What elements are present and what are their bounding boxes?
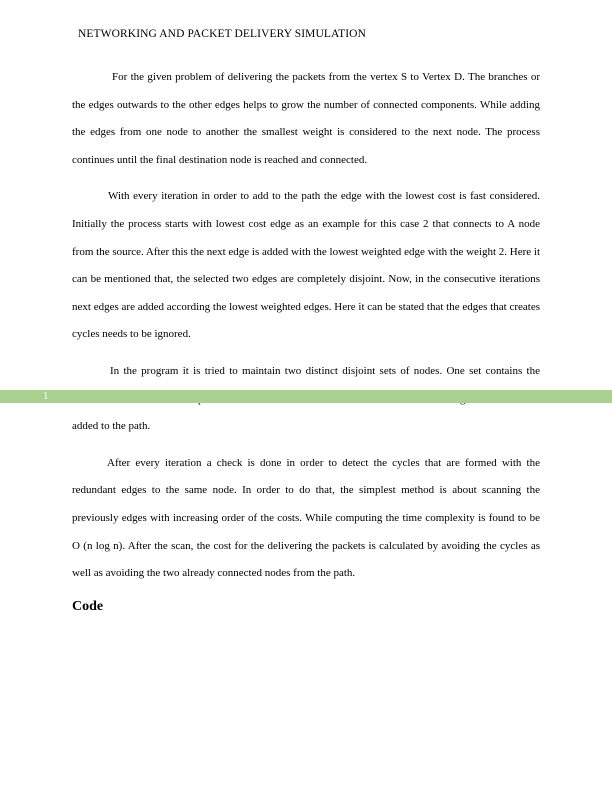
code-section-heading: Code	[72, 598, 104, 614]
paragraph-4: After every iteration a check is done in order to detect the cycles that are formed with the redundant edges to the same node. In order to do that, the simplest method is about scanning the previously edges with increasing order of the costs. While computing the time complexity is found to be O (n log n). After the scan, the cost for the delivering the packets is calculated by avoiding the cycles as well as avoiding the two already connected nodes from the path.	[72, 456, 540, 580]
highlight-band	[0, 390, 612, 403]
paragraph-1: For the given problem of delivering the packets from the vertex S to Vertex D. The branches or the edges outwards to the other edges helps to grow the number of connected components. While adding the edges from one node to another the smallest weight is considered to the next node. The process continues until the final destination node is reached and connected.	[72, 71, 540, 166]
running-header: NETWORKING AND PACKET DELIVERY SIMULATION	[78, 28, 366, 40]
document-body	[72, 64, 540, 617]
paragraph-2: With every iteration in order to add to the path the edge with the lowest cost is fast considered. Initially the process starts with lowest cost edge as an example for this case 2 that connects to A node from the source. After this the next edge is added with the lowest weighted edge with the weight 2. Here it can be mentioned that, the selected two edges are completely disjoint. Now, in the consecutive iterations next edges are added according the lowest weighted edges. Here it can be stated that the edges that creates cycles needs to be ignored.	[72, 190, 540, 341]
band-number: 1	[43, 390, 49, 402]
paragraph-3: In the program it is tried to maintain two distinct disjoint sets of nodes. One set contains the added to the path.	[72, 364, 540, 433]
